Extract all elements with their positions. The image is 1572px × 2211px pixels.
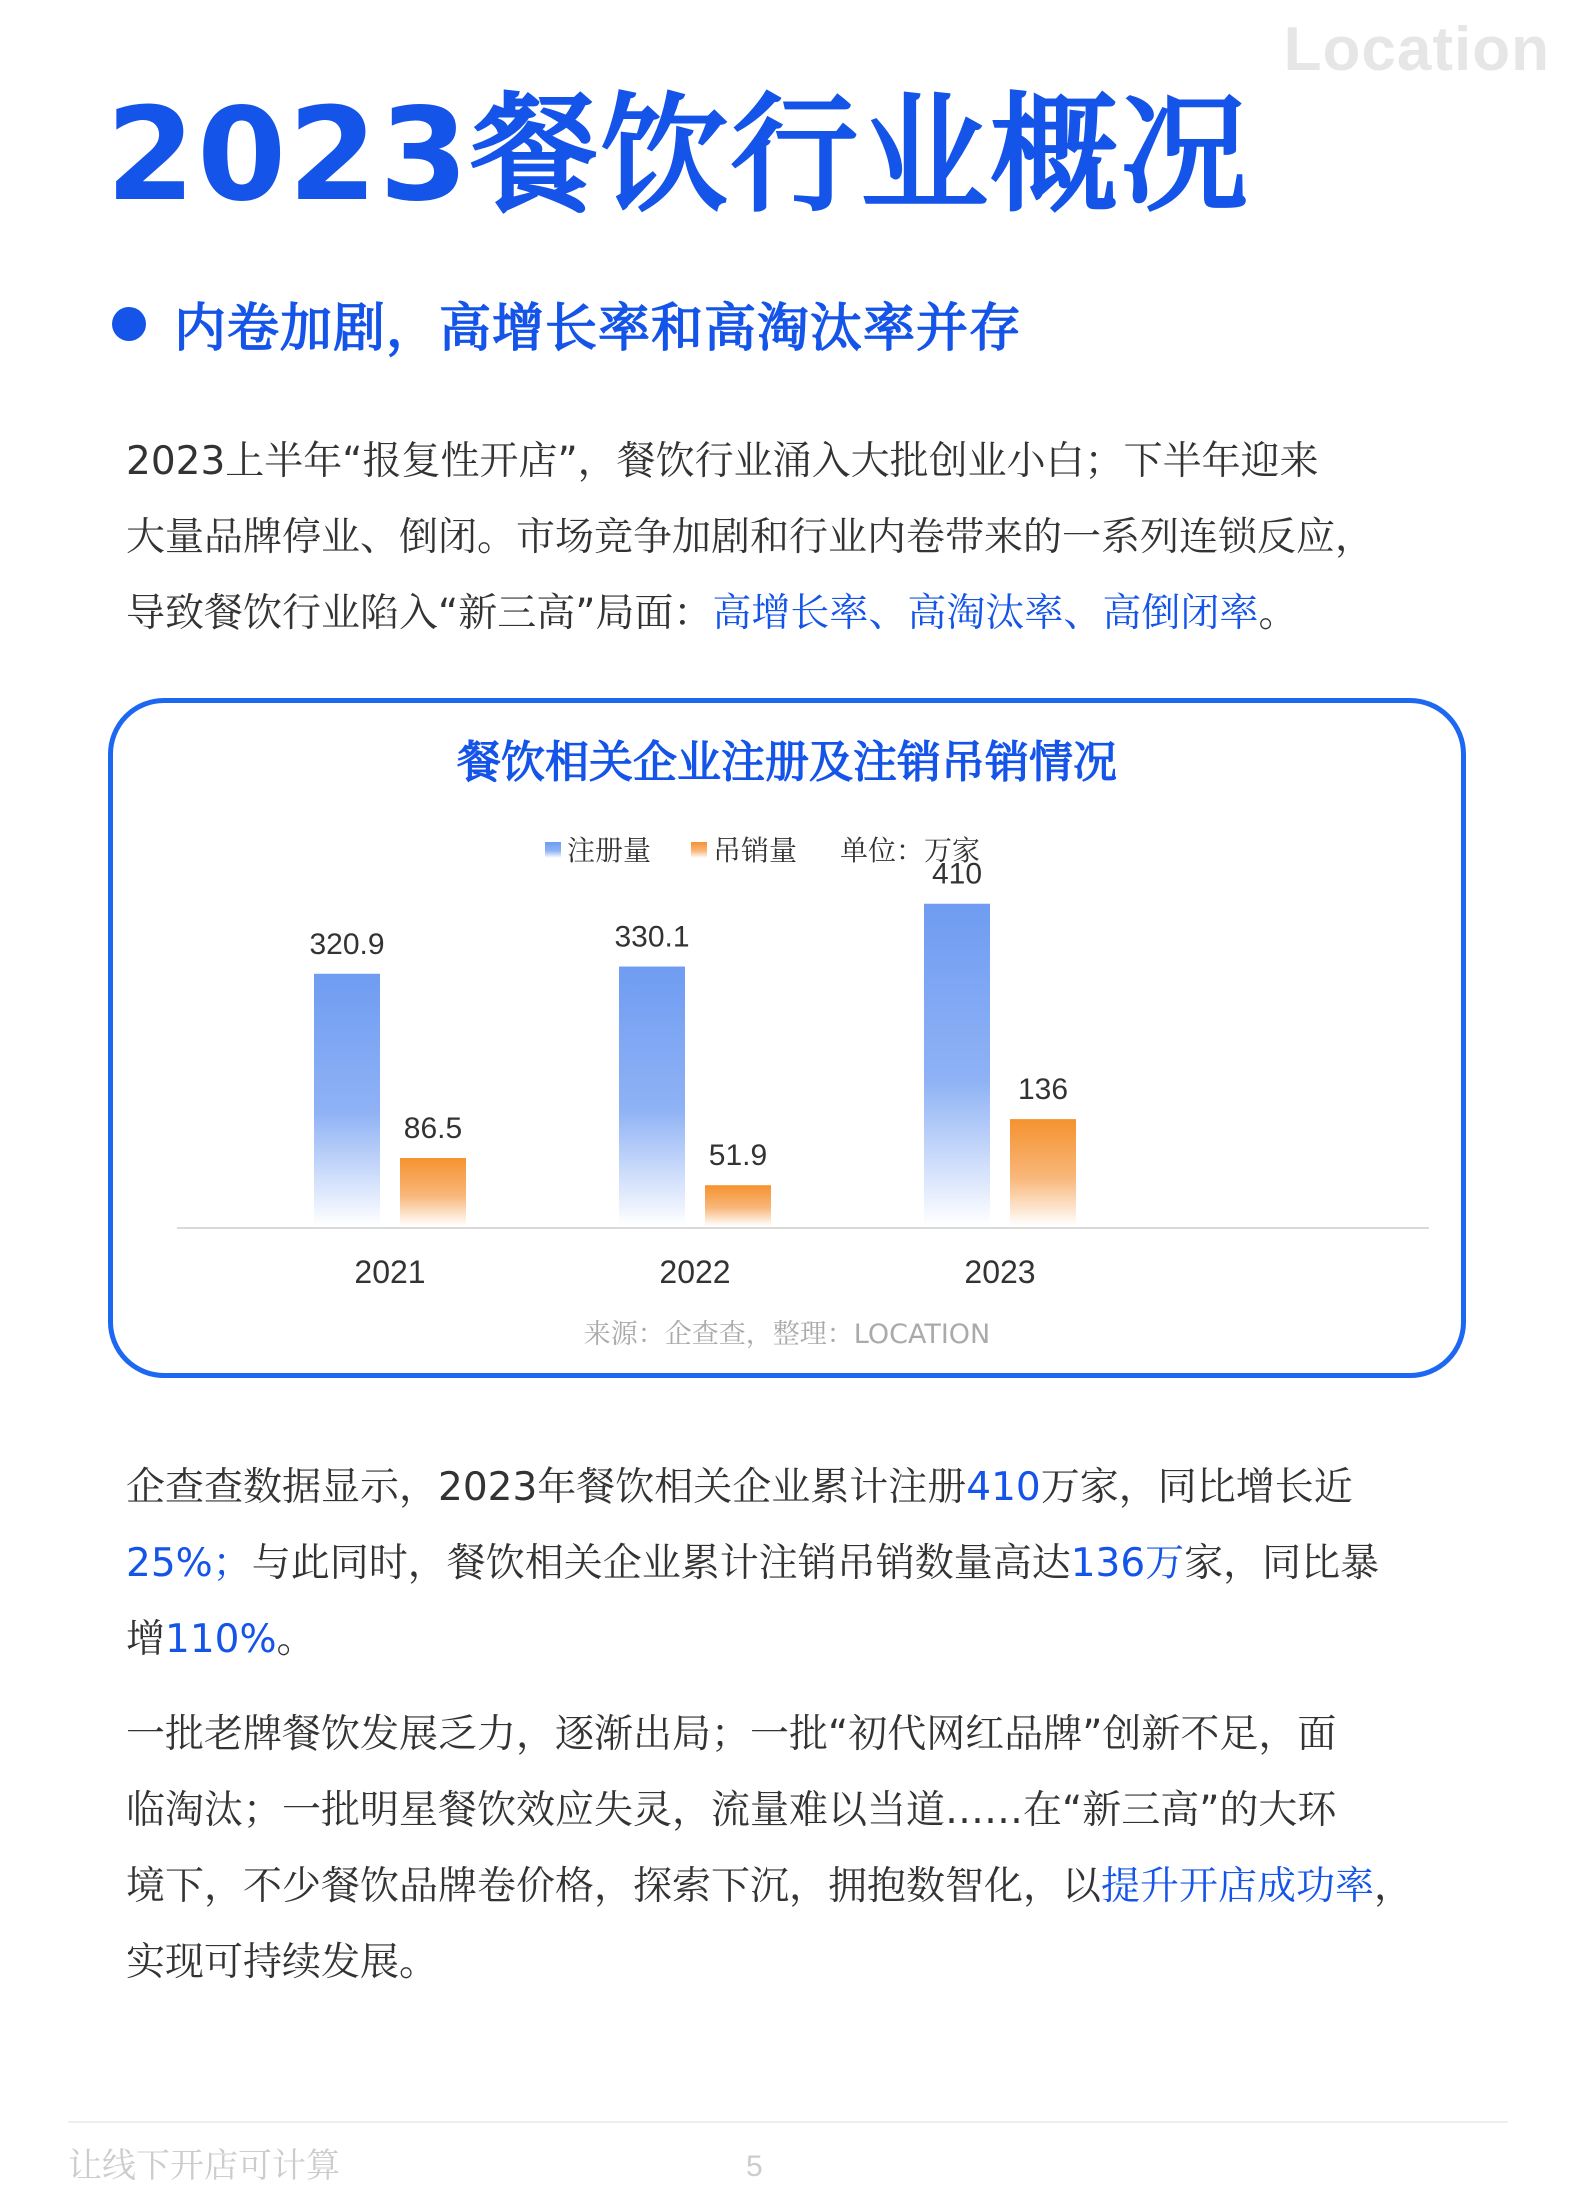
- trend-line-1: 一批老牌餐饮发展乏力，逐渐出局；一批“初代网红品牌”创新不足，面: [126, 1712, 1337, 1757]
- intro-line-2: 大量品牌停业、倒闭。市场竞争加剧和行业内卷带来的一系列连锁反应，: [126, 515, 1375, 560]
- chart-card: [108, 698, 1466, 1378]
- trend-line-2: 临淘汰；一批明星餐饮效应失灵，流量难以当道……在“新三高”的大环: [126, 1788, 1337, 1833]
- bullet-dot-icon: [112, 307, 146, 341]
- trend-line-3-end: ，: [1374, 1864, 1414, 1909]
- intro-paragraph: [126, 424, 1466, 652]
- page-title: 2023餐饮行业概况: [106, 81, 1251, 230]
- page-number: 5: [746, 2150, 763, 2183]
- data-label-revoked-2022: 51.9: [708, 1139, 768, 1173]
- footer-divider: [68, 2121, 1508, 2123]
- chart-unit-label: 单位：万家: [840, 834, 981, 867]
- data-text-6: 。: [276, 1617, 316, 1662]
- data-text-3: 与此同时，餐饮相关企业累计注销吊销数量高达: [251, 1541, 1071, 1586]
- data-highlight-410: 410: [966, 1465, 1041, 1510]
- intro-highlight: 高增长率、高淘汰率、高倒闭率: [712, 591, 1259, 636]
- chart-source: 来源：企查查，整理：LOCATION: [583, 1319, 991, 1350]
- section-heading-text: 内卷加剧，高增长率和高淘汰率并存: [174, 299, 1023, 359]
- chart-bars: [309, 858, 1076, 1226]
- bar-revoked-2022: [705, 1185, 771, 1226]
- bar-revoked-2023: [1010, 1119, 1076, 1226]
- data-highlight-136: 136万: [1070, 1541, 1185, 1586]
- trend-highlight: 提升开店成功率: [1101, 1864, 1375, 1909]
- footer-slogan: 让线下开店可计算: [68, 2146, 340, 2186]
- x-tick-label-2023: 2023: [964, 1254, 1036, 1290]
- bar-chart: [113, 703, 1461, 1373]
- x-axis-ticks: [354, 1254, 1035, 1290]
- data-label-registered-2021: 320.9: [309, 927, 385, 961]
- legend-swatch-registered: [545, 842, 561, 858]
- bar-registered-2022: [619, 967, 685, 1226]
- data-paragraph: [126, 1450, 1466, 1678]
- data-label-registered-2023: 410: [931, 857, 983, 891]
- data-highlight-110: 110%: [165, 1617, 277, 1662]
- bar-registered-2021: [314, 974, 380, 1226]
- data-highlight-25: 25%；: [126, 1541, 252, 1586]
- data-label-registered-2022: 330.1: [614, 920, 690, 954]
- legend-label-revoked: 吊销量: [713, 834, 798, 867]
- trend-line-3: 境下，不少餐饮品牌卷价格，探索下沉，拥抱数智化，以: [126, 1864, 1102, 1909]
- data-text-5: 增: [126, 1617, 166, 1662]
- data-label-revoked-2021: 86.5: [403, 1112, 463, 1146]
- trend-paragraph: [126, 1697, 1466, 2001]
- chart-legend: [545, 834, 980, 867]
- trend-line-4: 实现可持续发展。: [126, 1940, 439, 1985]
- bar-revoked-2021: [400, 1158, 466, 1226]
- intro-line-1: 2023上半年“报复性开店”，餐饮行业涌入大批创业小白；下半年迎来: [126, 439, 1319, 484]
- intro-line-3-end: 。: [1258, 591, 1298, 636]
- legend-swatch-revoked: [691, 842, 707, 858]
- data-label-revoked-2023: 136: [1017, 1073, 1069, 1107]
- data-text-1: 企查查数据显示，2023年餐饮相关企业累计注册: [126, 1465, 967, 1510]
- bar-registered-2023: [924, 904, 990, 1226]
- x-tick-label-2022: 2022: [659, 1254, 731, 1290]
- location-logo: Location: [1283, 15, 1550, 84]
- data-text-4: 家，同比暴: [1184, 1541, 1380, 1586]
- intro-line-3: 导致餐饮行业陷入“新三高”局面：: [126, 591, 713, 636]
- legend-label-registered: 注册量: [567, 834, 652, 867]
- section-heading: [112, 286, 1022, 361]
- data-text-2: 万家，同比增长近: [1040, 1465, 1353, 1510]
- chart-title: 餐饮相关企业注册及注销吊销情况: [457, 737, 1117, 788]
- x-tick-label-2021: 2021: [354, 1254, 426, 1290]
